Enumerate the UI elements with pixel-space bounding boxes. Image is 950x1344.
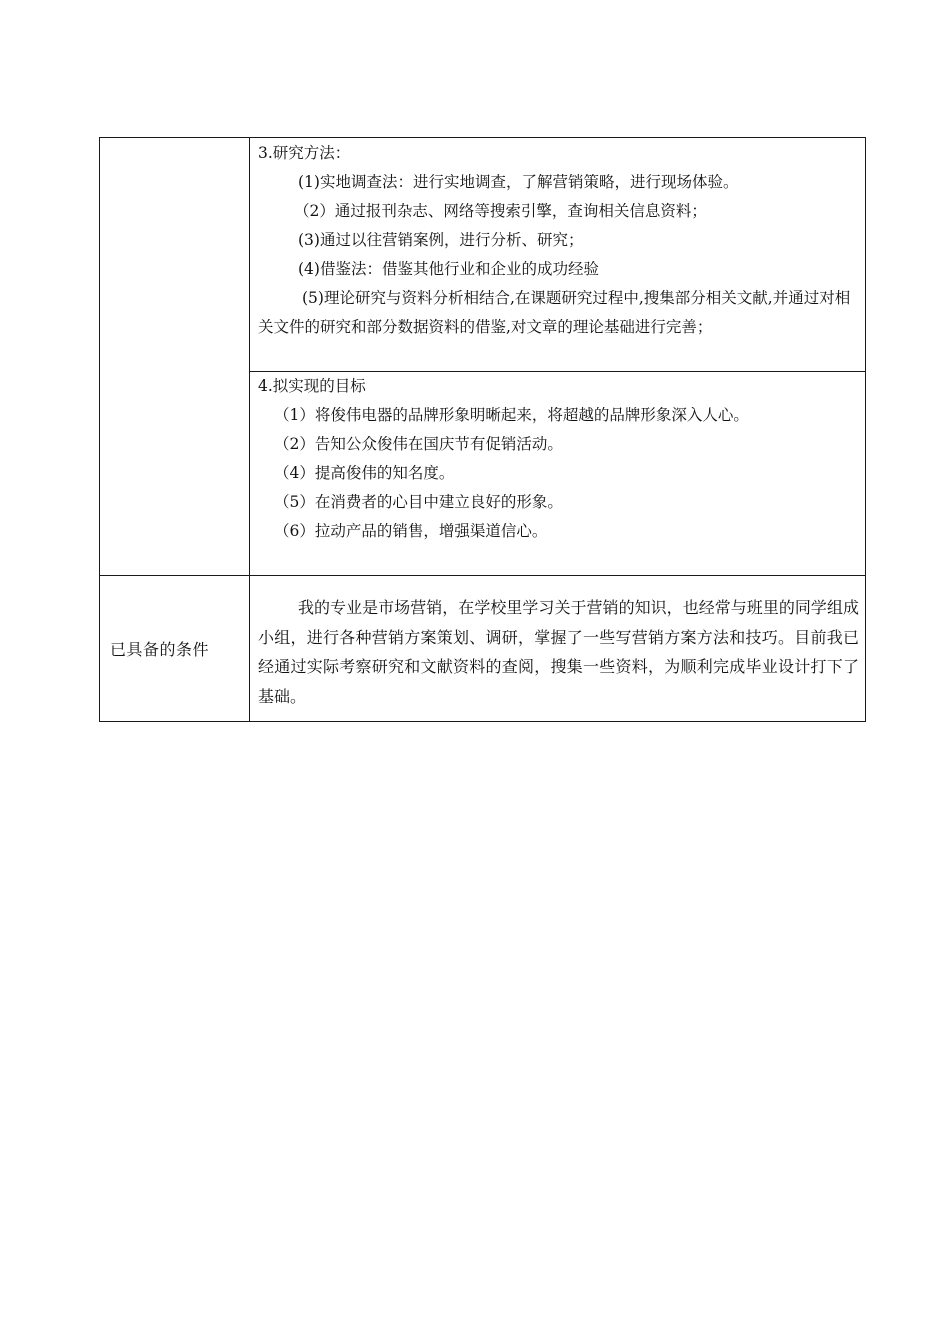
goal-item: （2）告知公众俊伟在国庆节有促销活动。: [274, 435, 563, 453]
conditions-text: 我的专业是市场营销，在学校里学习关于营销的知识，也经常与班里的同学组成小组，进行各种营销方案策划、调研，掌握了一些写营销方案方法和技巧。目前我已经通过实际考察研究和文献资料的查阅，搜集一些资料，为顺利完成毕业设计打下了基础。: [258, 598, 859, 706]
method-item: （2）通过报刊杂志、网络等搜索引擎，查询相关信息资料；: [294, 202, 707, 220]
goal-item: （5）在消费者的心目中建立良好的形象。: [274, 493, 563, 511]
left-empty-cell: [100, 138, 250, 576]
research-methods-cell: [250, 138, 866, 372]
goals-heading: 4.拟实现的目标: [258, 377, 366, 395]
goal-item: （6）拉动产品的销售，增强渠道信心。: [274, 522, 548, 540]
method-item: (3)通过以往营销案例，进行分析、研究；: [298, 231, 584, 249]
research-methods-row: [100, 138, 866, 372]
goal-item: （1）将俊伟电器的品牌形象明晰起来，将超越的品牌形象深入人心。: [274, 406, 749, 424]
goal-item: （4）提高俊伟的知名度。: [274, 464, 455, 482]
method-item: (4)借鉴法：借鉴其他行业和企业的成功经验: [298, 260, 599, 278]
method-item: (5)理论研究与资料分析相结合,在课题研究过程中,搜集部分相关文献,并通过对相关文件的研究和部分数据资料的借鉴,对文章的理论基础进行完善；: [258, 289, 851, 336]
method-item: (1)实地调查法：进行实地调查，了解营销策略，进行现场体验。: [298, 173, 739, 191]
conditions-label: 已具备的条件: [100, 576, 250, 722]
conditions-cell: [250, 576, 866, 722]
conditions-row: [100, 576, 866, 722]
research-methods-heading: 3.研究方法：: [258, 144, 351, 162]
goals-cell: [250, 372, 866, 576]
proposal-table: [99, 137, 866, 722]
